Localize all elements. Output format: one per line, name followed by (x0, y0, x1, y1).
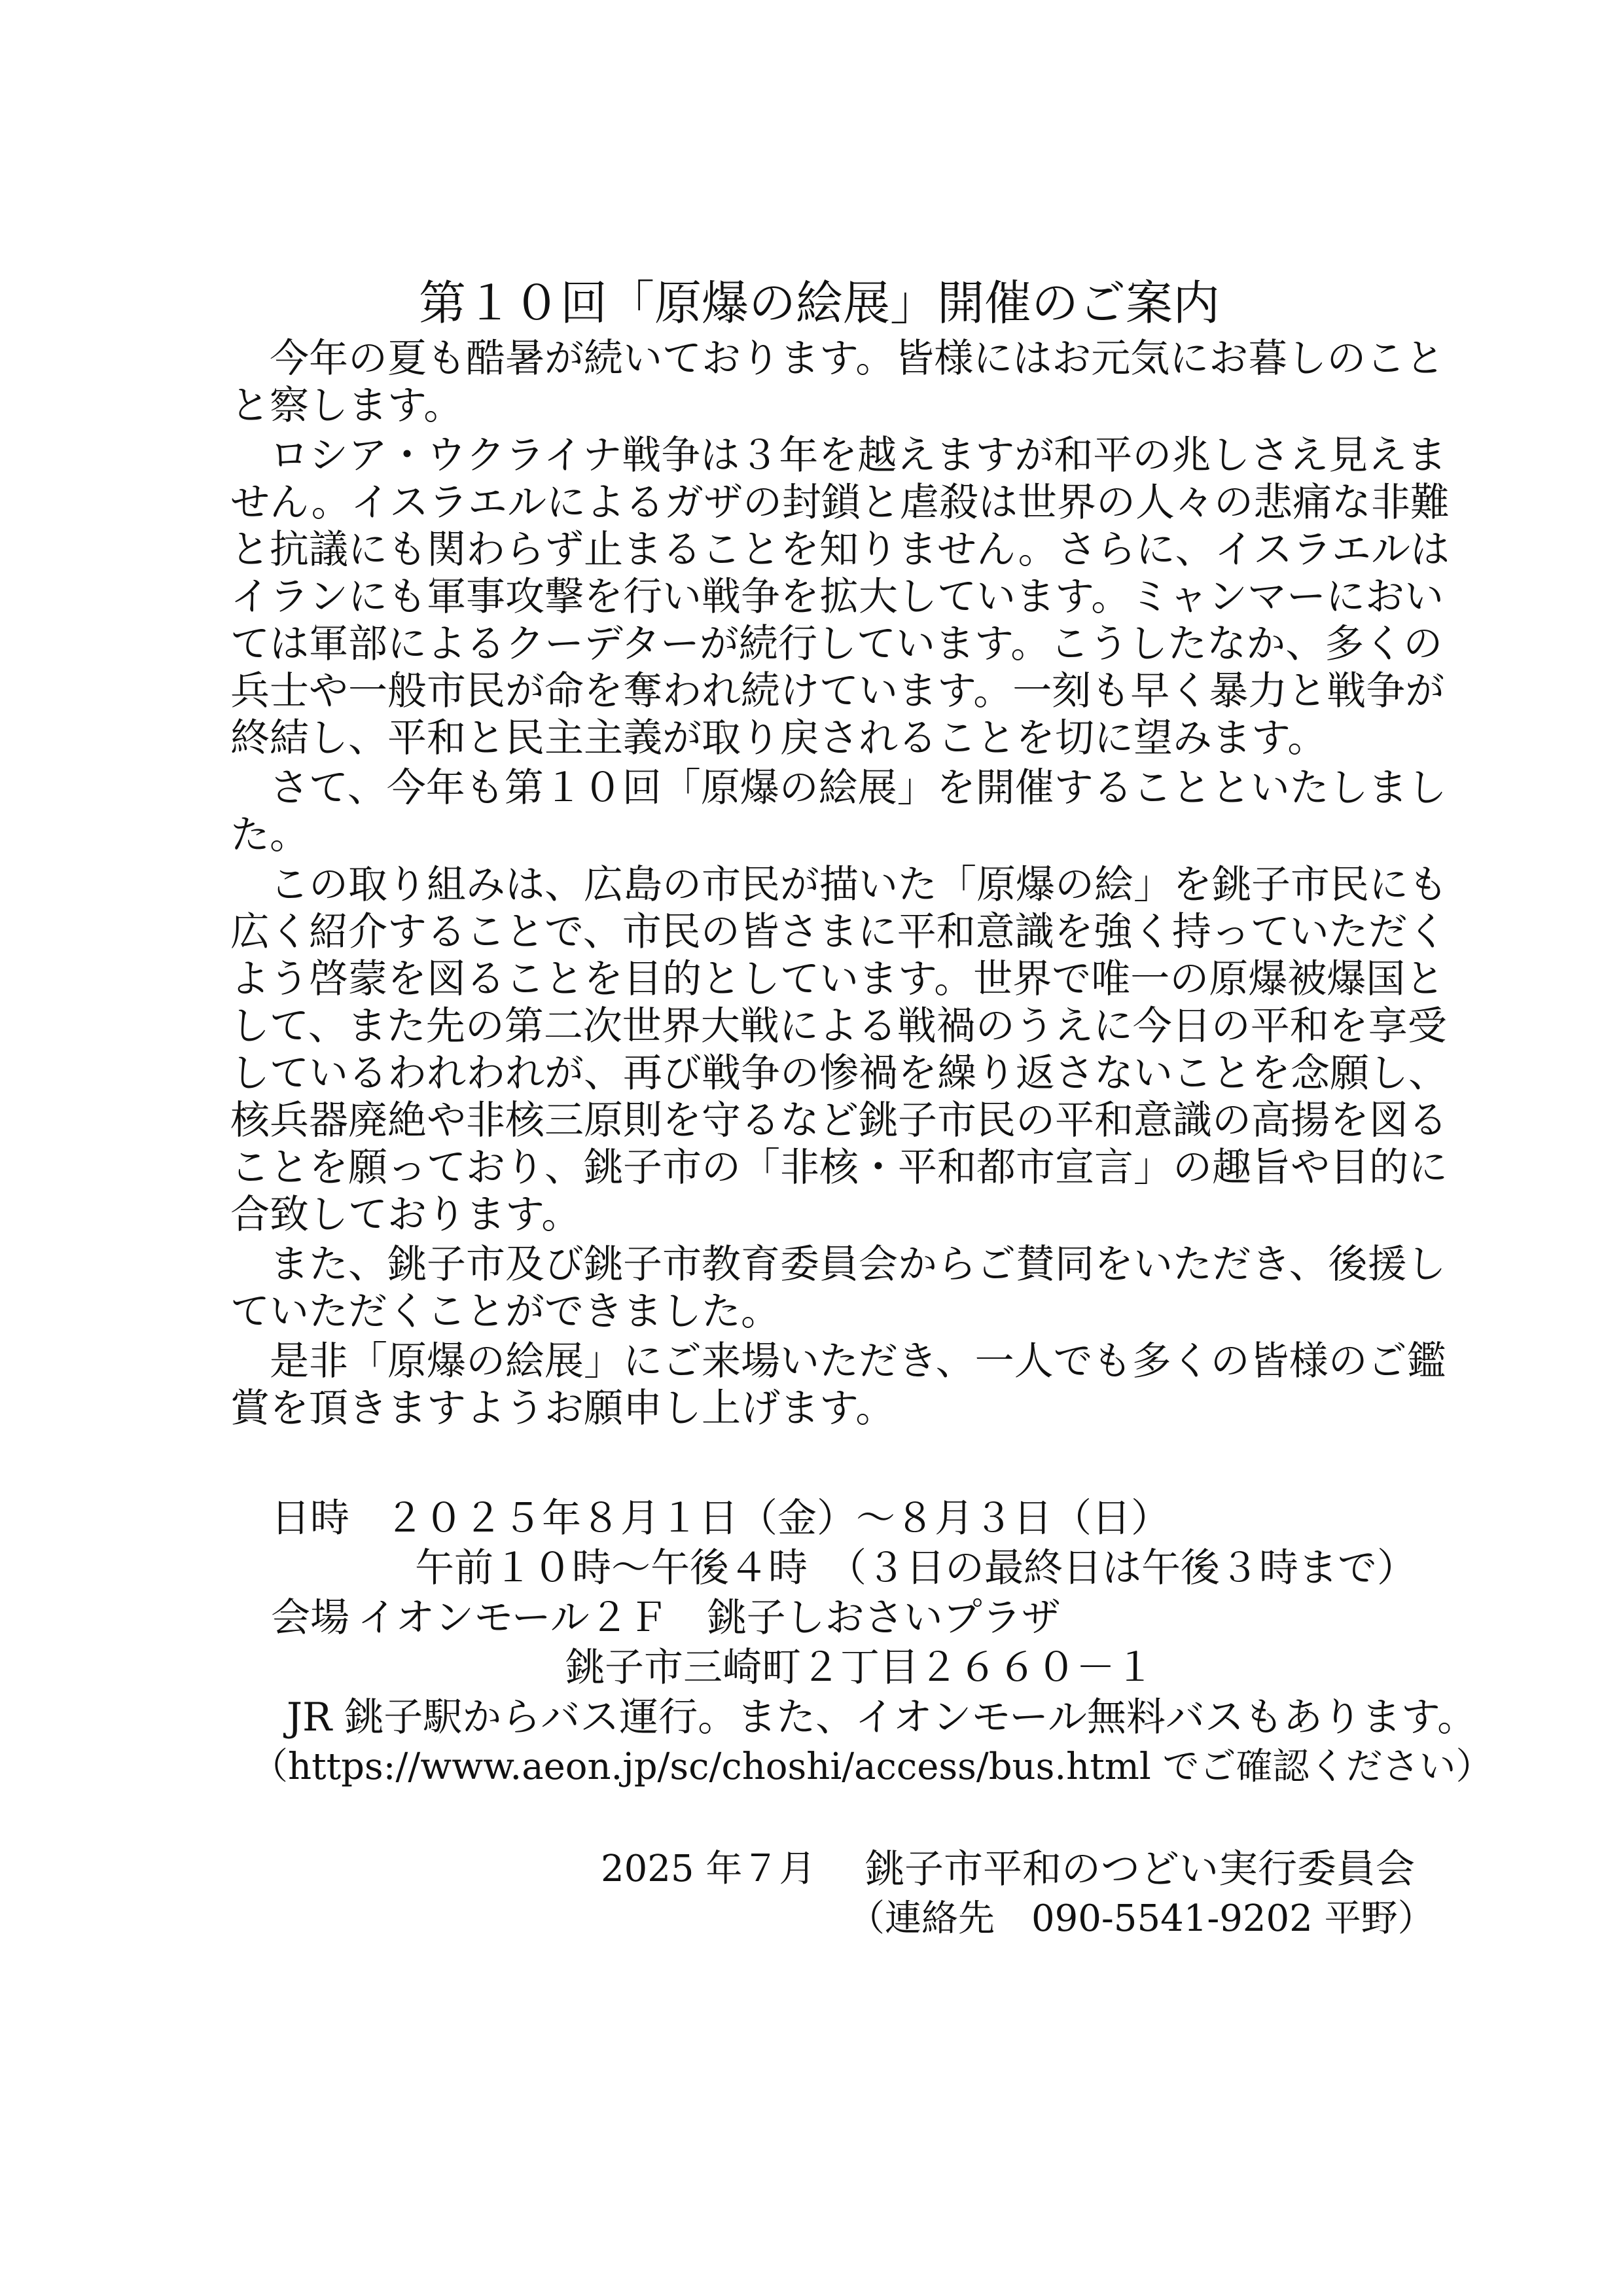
venue-label: 会場 (271, 1595, 349, 1641)
time-value: 午前１０時～午後４時 （３日の最終日は午後３時まで） (415, 1545, 1416, 1591)
access-info: JR 銚子駅からバス運行。また、イオンモール無料バスもあります。 (287, 1695, 1477, 1740)
paragraph-4-line-6: 核兵器廃絶や非核三原則を守るなど銚子市民の平和意識の高揚を図る (230, 1098, 1448, 1143)
paragraph-2-line-4: イランにも軍事攻撃を行い戦争を拡大しています。ミャンマーにおい (230, 574, 1444, 620)
paragraph-4-line-7: ことを願っており、銚子市の「非核・平和都市宣言」の趣旨や目的に (230, 1145, 1448, 1191)
paragraph-2-line-1: ロシア・ウクライナ戦争は３年を越えますが和平の兆しさえ見えま (230, 433, 1447, 478)
paragraph-4-line-5: しているわれわれが、再び戦争の惨禍を繰り返さないことを念願し、 (230, 1050, 1448, 1096)
paragraph-5-line-2: ていただくことができました。 (230, 1289, 780, 1335)
paragraph-6-line-2: 賞を頂きますようお願申し上げます。 (230, 1386, 895, 1431)
paragraph-4-line-1: この取り組みは、広島の市民が描いた「原爆の絵」を銚子市民にも (230, 862, 1448, 908)
paragraph-4-line-3: よう啓蒙を図ることを目的としています。世界で唯一の原爆被爆国と (230, 956, 1445, 1002)
paragraph-2-line-5: ては軍部によるクーデターが続行しています。こうしたなか、多くの (230, 621, 1443, 667)
paragraph-2-line-3: と抗議にも関わらず止まることを知りません。さらに、イスラエルは (230, 527, 1450, 573)
access-url: （https://www.aeon.jp/sc/choshi/access/bus.html でご確認ください） (251, 1746, 1493, 1788)
venue-address: 銚子市三崎町２丁目２６６０－１ (565, 1645, 1154, 1691)
document-title: 第１０回「原爆の絵展」開催のご案内 (419, 276, 1221, 331)
paragraph-4-line-4: して、また先の第二次世界大戦による戦禍のうえに今日の平和を享受 (230, 1003, 1447, 1049)
paragraph-3-line-1: さて、今年も第１０回「原爆の絵展」を開催することといたしまし (230, 765, 1447, 811)
paragraph-6-line-1: 是非「原爆の絵展」にご来場いただき、一人でも多くの皆様のご鑑 (230, 1338, 1446, 1384)
paragraph-2-line-6: 兵士や一般市民が命を奪われ続けています。一刻も早く暴力と戦争が (230, 668, 1445, 714)
paragraph-3-line-2: た。 (230, 812, 309, 858)
paragraph-2-line-2: せん。イスラエルによるガザの封鎖と虐殺は世界の人々の悲痛な非難 (230, 480, 1450, 526)
paragraph-2-line-7: 終結し、平和と民主主義が取り戻されることを切に望みます。 (230, 715, 1327, 761)
contact-info: （連絡先 090-5541-9202 平野） (848, 1897, 1435, 1940)
date-label: 日時 (271, 1496, 349, 1541)
date-value: ２０２５年８月１日（金）～８月３日（日） (385, 1496, 1170, 1541)
paragraph-5-line-1: また、銚子市及び銚子市教育委員会からご賛同をいただき、後援し (230, 1242, 1446, 1287)
paragraph-4-line-2: 広く紹介することで、市民の皆さまに平和意識を強く持っていただく (230, 909, 1447, 955)
paragraph-1-line-2: と察します。 (230, 383, 463, 429)
organizer-name: 銚子市平和のつどい実行委員会 (865, 1846, 1415, 1892)
venue-value: イオンモール２Ｆ 銚子しおさいプラザ (357, 1595, 1061, 1641)
paragraph-4-line-8: 合致しております。 (230, 1192, 581, 1238)
issue-date: 2025 年７月 (601, 1848, 816, 1890)
paragraph-1-line-1: 今年の夏も酷暑が続いております。皆様にはお元気にお暮しのこと (230, 336, 1445, 382)
